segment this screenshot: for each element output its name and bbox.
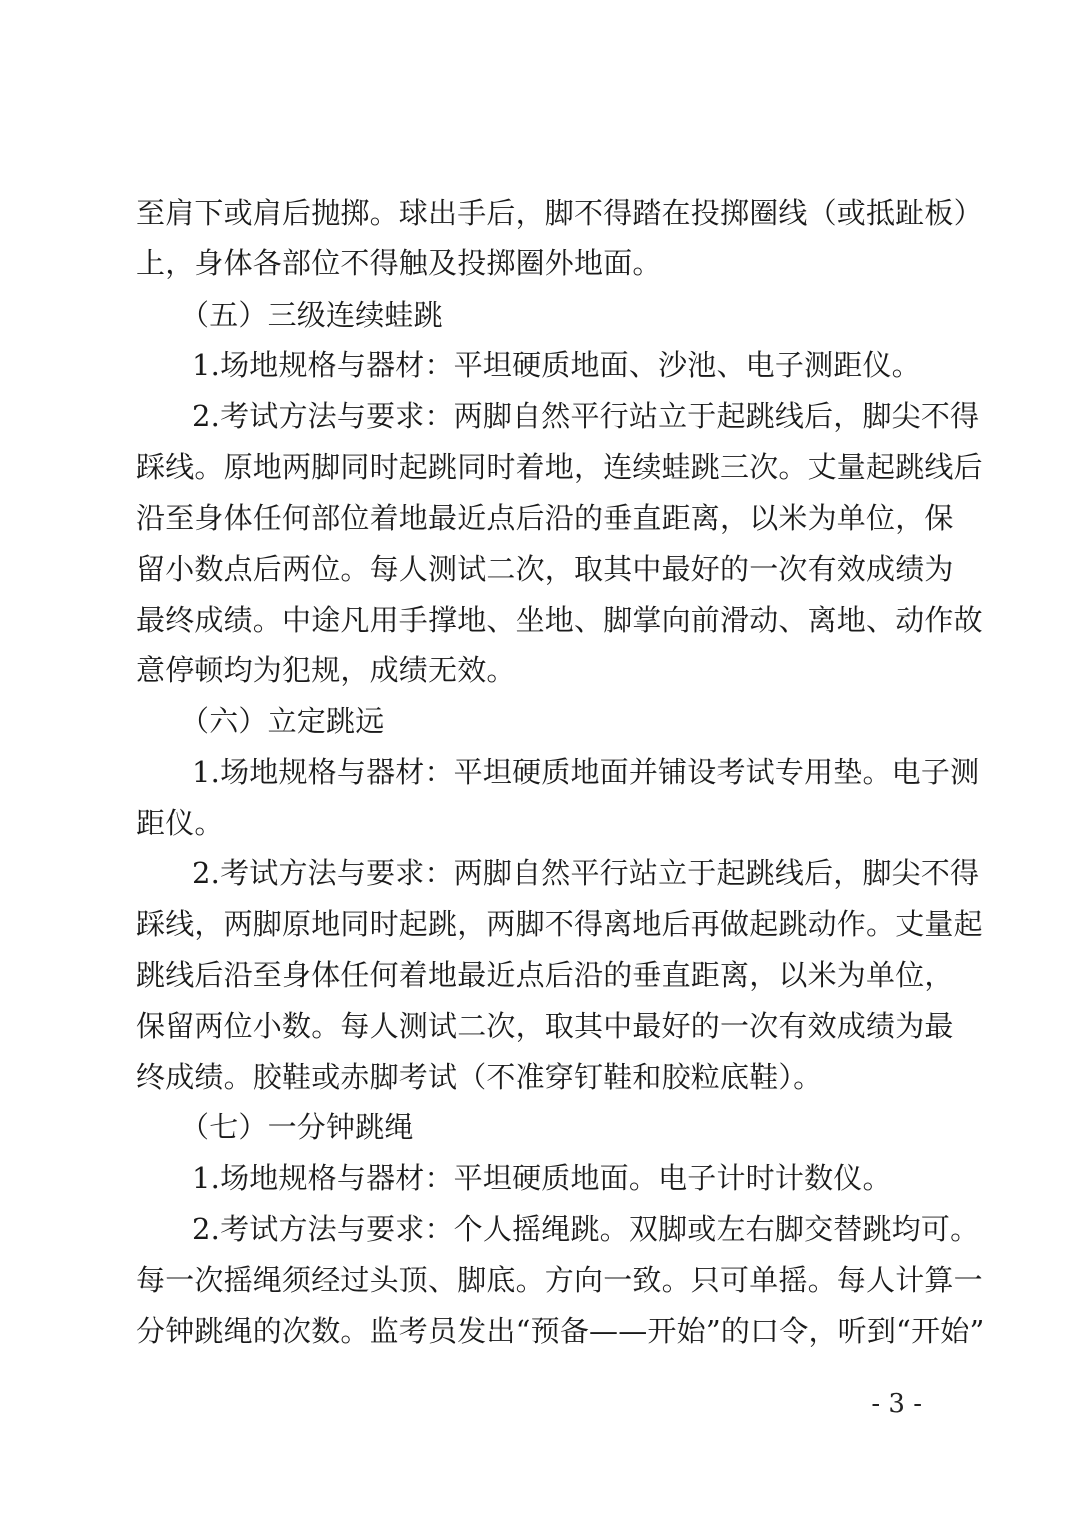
text-line: 2.考试方法与要求：个人摇绳跳。双脚或左右脚交替跳均可。 — [192, 1212, 980, 1246]
text-line: 跳线后沿至身体任何着地最近点后沿的垂直距离，以米为单位， — [136, 958, 954, 992]
text-line: 分钟跳绳的次数。监考员发出“预备——开始”的口令，听到“开始” — [136, 1314, 985, 1348]
text-line: 意停顿均为犯规，成绩无效。 — [136, 653, 516, 687]
section-heading-7: （七）一分钟跳绳 — [180, 1110, 414, 1144]
page-number-label: - 3 - — [871, 1389, 922, 1419]
text-line: 上，身体各部位不得触及投掷圈外地面。 — [136, 246, 662, 280]
text-line: 终成绩。胶鞋或赤脚考试（不准穿钉鞋和胶粒底鞋）。 — [136, 1060, 823, 1094]
text-line: 距仪。 — [136, 806, 224, 840]
text-line: 1.场地规格与器材：平坦硬质地面并铺设考试专用垫。电子测 — [192, 755, 980, 789]
text-line: 1.场地规格与器材：平坦硬质地面、沙池、电子测距仪。 — [192, 348, 921, 382]
text-line: 1.场地规格与器材：平坦硬质地面。电子计时计数仪。 — [192, 1161, 892, 1195]
text-line: 踩线，两脚原地同时起跳，两脚不得离地后再做起跳动作。丈量起 — [136, 907, 983, 941]
text-line: 保留两位小数。每人测试二次，取其中最好的一次有效成绩为最 — [136, 1009, 954, 1043]
text-line: 至肩下或肩后抛掷。球出手后，脚不得踏在投掷圈线（或抵趾板） — [136, 196, 983, 230]
text-line: 留小数点后两位。每人测试二次，取其中最好的一次有效成绩为 — [136, 552, 954, 586]
page-number — [0, 1386, 1080, 1422]
section-heading-6: （六）立定跳远 — [180, 704, 385, 738]
text-line: 2.考试方法与要求：两脚自然平行站立于起跳线后，脚尖不得 — [192, 399, 980, 433]
text-line: 最终成绩。中途凡用手撑地、坐地、脚掌向前滑动、离地、动作故 — [136, 603, 983, 637]
section-heading-5: （五）三级连续蛙跳 — [180, 298, 443, 332]
text-line: 沿至身体任何部位着地最近点后沿的垂直距离，以米为单位，保 — [136, 501, 954, 535]
text-line: 踩线。原地两脚同时起跳同时着地，连续蛙跳三次。丈量起跳线后 — [136, 450, 983, 484]
text-line: 每一次摇绳须经过头顶、脚底。方向一致。只可单摇。每人计算一 — [136, 1263, 983, 1297]
text-line: 2.考试方法与要求：两脚自然平行站立于起跳线后，脚尖不得 — [192, 856, 980, 890]
